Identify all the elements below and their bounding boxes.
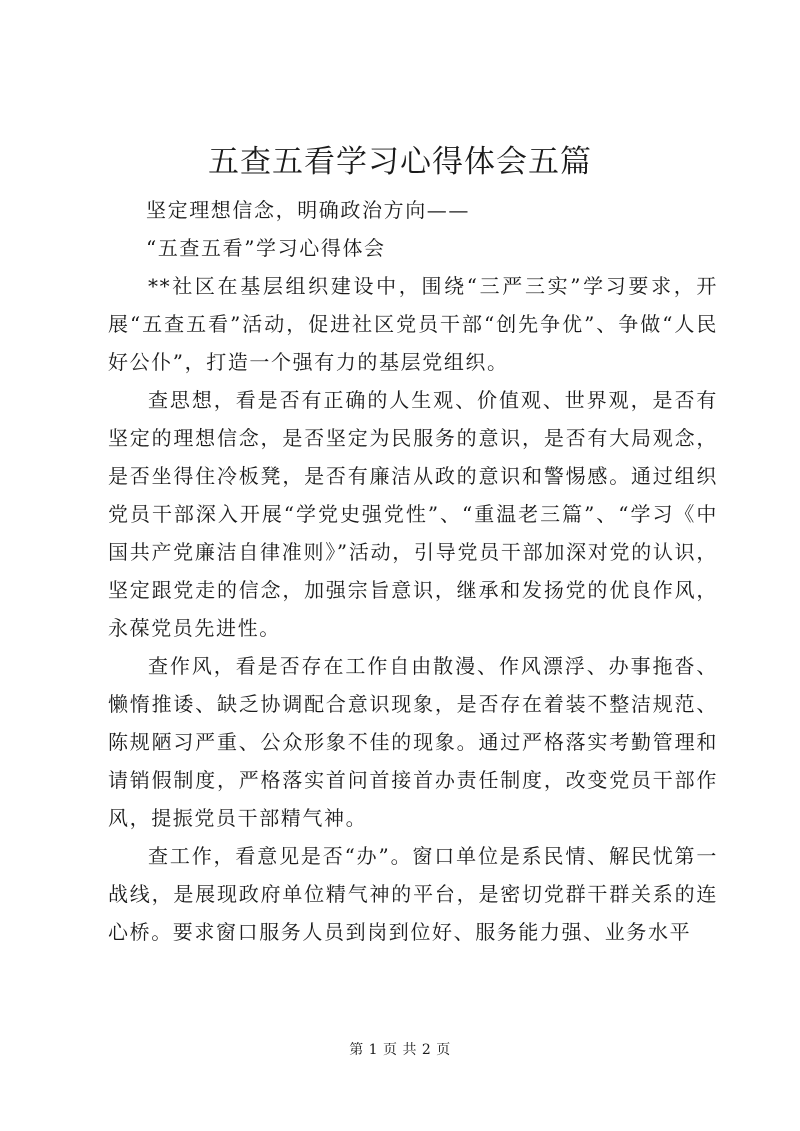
document-title: 五查五看学习心得体会五篇 [208,144,592,180]
page-number-footer: 第 1 页 共 2 页 [349,1042,451,1058]
document-body [108,191,718,951]
subtitle-line-2: “五查五看”学习心得体会 [146,236,386,260]
subtitle-line-1: 坚定理想信念，明确政治方向—— [146,198,470,222]
paragraph-intro: **社区在基层组织建设中，围绕“三严三实”学习要求，开展“五查五看”活动，促进社区党员干部“创先争优”、争做“人民好公仆”，打造一个强有力的基层党组织。 [108,274,718,374]
paragraph-check-work: 查工作，看意见是否“办”。窗口单位是系民情、解民忧第一战线，是展现政府单位精气神的平台，是密切党群干群关系的连心桥。要求窗口服务人员到岗到位好、服务能力强、业务水平 [108,844,718,944]
paragraph-check-style: 查作风，看是否存在工作自由散漫、作风漂浮、办事拖沓、懒惰推诿、缺乏协调配合意识现象，是否存在着装不整洁规范、陈规陋习严重、公众形象不佳的现象。通过严格落实考勤管理和请销假制度，严格落实首问首接首办责任制度，改变党员干部作风，提振党员干部精气神。 [108,654,718,830]
paragraph-check-thought: 查思想，看是否有正确的人生观、价值观、世界观，是否有坚定的理想信念，是否坚定为民服务的意识，是否有大局观念，是否坐得住冷板凳，是否有廉洁从政的意识和警惕感。通过组织党员干部深入开展“学党史强党性”、“重温老三篇”、“学习《中国共产党廉洁自律准则》”活动，引导党员干部加深对党的认识，坚定跟党走的信念，加强宗旨意识，继承和发扬党的优良作风，永葆党员先进性。 [108,388,718,640]
